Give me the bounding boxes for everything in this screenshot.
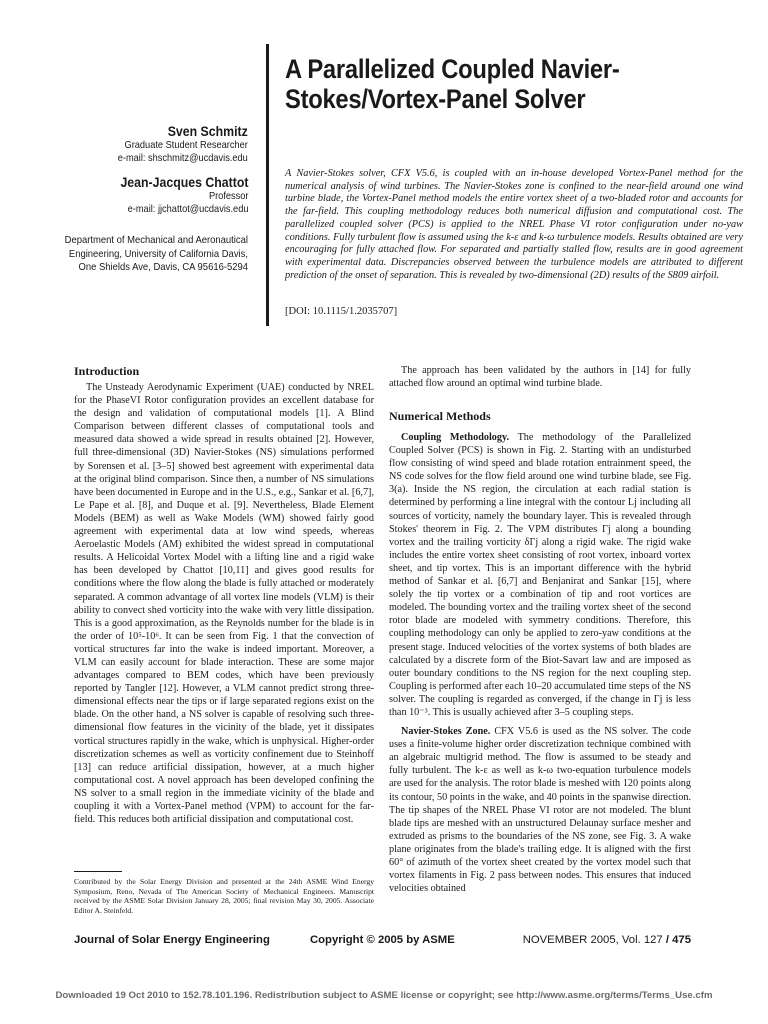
doi: [DOI: 10.1115/1.2035707]: [285, 306, 398, 317]
runin-heading: Coupling Methodology.: [401, 432, 510, 443]
footer-copyright: Copyright © 2005 by ASME: [310, 934, 455, 946]
paper-title: A Parallelized Coupled Navier-Stokes/Vortex-Panel Solver: [285, 54, 620, 114]
author-email: e-mail: shschmitz@ucdavis.edu: [117, 152, 248, 164]
footer-issue-text: NOVEMBER 2005, Vol. 127: [522, 934, 663, 946]
author-role: Graduate Student Researcher: [124, 139, 248, 151]
section-heading-introduction: Introduction: [74, 364, 140, 378]
paragraph-text: The methodology of the Parallelized Coupled Solver (PCS) is shown in Fig. 2. Starting with an undisturbed flow consisting of wind speed and blade rotation entrainment speed, the NS code solves for the flow field around one wind turbine blade, see Fig. 3(a). Inside the NS region, the circulation at each radial station is determined by performing a line integral with the contour Lj including all sources of vorticity, namely the boundary layer. This is revealed through Stokes' theorem in Fig. 2. The VPM distributes Γj along a bounding vortex and the trailing vorticity δΓj along a rigid wake. The rigid wake includes the entire vortex sheet consisting of root vortex, inboard vortex sheet, and tip vortex. This is an important difference with the hybrid method of Sankar et al. [6,7] and Benjanirat and Sankar [15], where solely the tip vortex or a combination of tip and root vortices are modeled. The bounding vortex and the trailing vortex sheet of the second rotor blade are modeled with symmetry conditions. Therefore, this coupling methodology can only be applied to zero-yaw conditions at the present stage. Induced velocities of the vortex systems of both blades are calculated by a discrete form of the Biot-Savart law and are imposed as outer boundary conditions to the NS region for the next coupling step. Coupling is performed after each 10–20 accumulated time steps of the NS solver. The coupling is regarded as converged, if the change in Γj is less than 10⁻³. This is usually achieved after 3–5 coupling steps.: [389, 432, 691, 718]
abstract: A Navier-Stokes solver, CFX V5.6, is coupled with an in-house developed Vortex-Panel method for the numerical analysis of wind turbines. The Navier-Stokes zone is confined to the near-field around one wind turbine blade, the Vortex-Panel method models the entire vortex sheet of a two-bladed rotor and accounts for the far-field. This coupling methodology reduces both numerical diffusion and computational cost. The parallelized coupled solver (PCS) is applied to the NREL Phase VI rotor configuration under no-yaw conditions. Fully turbulent flow is assumed using the k-ε and k-ω turbulence models. Results obtained are very encouraging for fully attached flow. For separated and partially stalled flow, results are in good agreement with experimental data. Discrepancies observed between the turbulence models are attributed to different prediction of the onset of separation. This is revealed by two-dimensional (2D) results of the S809 airfoil.: [285, 168, 743, 281]
section-heading-numerical-methods: Numerical Methods: [389, 409, 491, 423]
author-name: Jean-Jacques Chattot: [119, 174, 248, 190]
footer-issue: [523, 934, 691, 946]
footer-separator: /: [665, 934, 669, 946]
title-rule: [266, 44, 269, 326]
right-column: [389, 431, 691, 919]
navier-stokes-paragraph: [389, 725, 691, 895]
paragraph-text: CFX V5.6 is used as the NS solver. The code uses a finite-volume higher order discretization technique combined with an algebraic multigrid method. The flow is assumed to be steady and fully turbulent. The k-ε as well as k-ω two-equation turbulence models are used for the analysis. The rotor blade is meshed with 120 points along its contour, 50 points in the wake, and 40 points in the spanwise direction. The tip shapes of the NREL Phase VI rotor are not modeled. The blunt blade tips are meshed with an unstructured Delaunay surface mesher and extruded as prisms to the boundaries of the NS zone, see Fig. 3. A wake plane originates from the blade's trailing edge. It is aligned with the first 60° of azimuth of the vortex sheet created by the vortex model such that vortex filaments in Fig. 2 pass between nodes. This ensures that induced velocities obtained: [389, 726, 691, 895]
coupling-paragraph: [389, 431, 691, 719]
footer-page: 475: [672, 934, 691, 946]
footnote: Contributed by the Solar Energy Division and presented at the 24th ASME Wind Energy Symposium, Reno, Nevada of The American Society of Mechanical Engineers. Manuscript received by the ASME Solar Division January 28, 2005; final revision May 30, 2005. Associate Editor A. Steinfeld.: [74, 877, 374, 915]
footnote-rule: [74, 871, 122, 872]
author-email: e-mail: jjchattot@ucdavis.edu: [127, 203, 248, 215]
right-column-lead: [389, 364, 691, 390]
author-block-1: [100, 123, 248, 165]
affiliation: Department of Mechanical and Aeronautical Engineering, University of California Davis, One Shields Ave, Davis, CA 95616-5294: [64, 234, 248, 273]
author-role: Professor: [208, 190, 248, 202]
footer-journal: Journal of Solar Energy Engineering: [74, 934, 270, 946]
author-name: Sven Schmitz: [167, 123, 248, 139]
left-column: [74, 381, 374, 857]
author-block-2: [103, 174, 248, 216]
runin-heading: Navier-Stokes Zone.: [401, 726, 491, 738]
intro-paragraph: The Unsteady Aerodynamic Experiment (UAE) conducted by NREL for the PhaseVI Rotor configuration provides an excellent database for the design and validation of computational models [1]. A Blind Comparison between different classes of computational tools and measured data showed a wide spread in results obtained [2]. However, full three-dimensional (3D) Navier-Stokes (NS) simulations performed by Sorensen et al. [3–5] showed best agreement with experimental data at the original blind comparison. Since then, a number of NS simulations have been documented in Europe and in the U.S., e.g., Sankar et al. [6,7], Le Pape et al. [8], and Duque et al. [9]. Nevertheless, Blade Element Models (BEM) as well as Wake Models (WM) showed fairly good agreement with experimental data at low wind speeds, whereas Aeroelastic Models (AM) exhibited the widest spread in computational results. A Helicoidal Vortex Model with a lifting line and a rigid wake has been developed by Chattot [10,11] and gives good results for conditions where the flow along the blade is fully attached or moderately separated. A common advantage of all vortex line models (VLM) is their ability to convect shed vorticity into the wake with very little dissipation. This is a good approximation, as the Reynolds number for the blade is in the order of 10⁵-10⁶. It can be seen from Fig. 1 that the convection of vortical structures far into the wake is indeed important. Moreover, a VLM can easily account for blade interaction. These are some major advantages compared to BEM codes, which have been previously reported by Tangler [12]. However, a VLM cannot predict strong three-dimensional effects near the tips or if large separated regions exist on the blade. On the other hand, a NS solver is capable of resolving such three-dimensional flow features in the vicinity of the blade, yet it dissipates vortical structures rapidly in the wake, which is unphysical. Higher-order discretization schemes as well as vorticity confinement due to Steinhoff [13] can reduce artificial dissipation, however, at a much higher computational cost. A novel approach has been developed confining the NS solver to a small region in the immediate vicinity of the blade and coupling it with a Vortex-Panel method (VPM) to account for the far-field. This reduces both artificial dissipation and computational cost.: [74, 382, 374, 826]
lead-paragraph: The approach has been validated by the authors in [14] for fully attached flow around an optimal wind turbine blade.: [389, 365, 691, 390]
download-notice: Downloaded 19 Oct 2010 to 152.78.101.196. Redistribution subject to ASME license or copyright; see http://www.asme.org/terms/Terms_Use.cfm: [55, 990, 713, 1001]
